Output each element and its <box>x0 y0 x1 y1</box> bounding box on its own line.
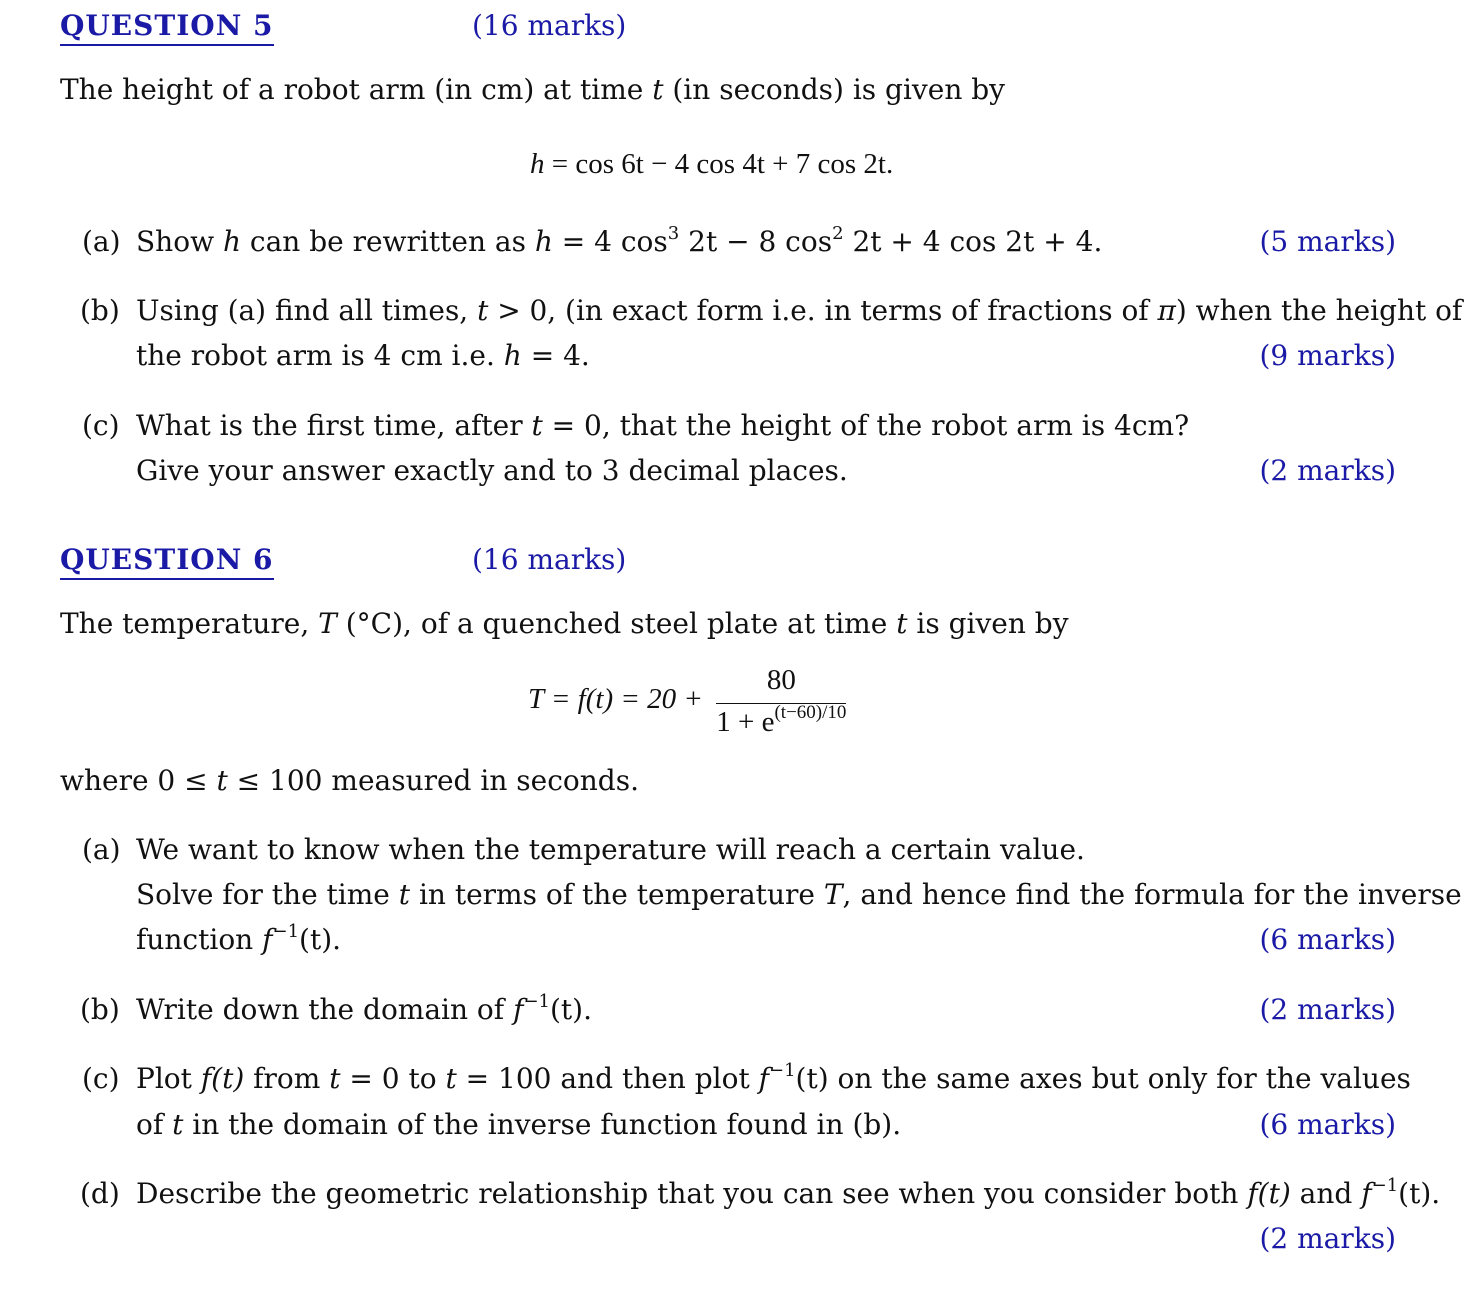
question-5-marks: (16 marks) <box>472 9 627 42</box>
part-text-5a: Show h can be rewritten as h = 4 $\cos^3 2t - 8$ $\cos^2 2t + 4$ cos 2t + 4. <box>136 222 1103 258</box>
part-label-5b: (b) <box>80 294 120 327</box>
question-6-intro: The temperature, T (°C), of a quenched steel plate at time t is given by <box>60 607 1069 640</box>
question-6-marks: (16 marks) <box>472 543 627 576</box>
marks-6b: (2 marks) <box>1259 993 1396 1026</box>
fraction-numerator: 80 <box>716 666 846 704</box>
part-label-5a: (a) <box>82 225 121 258</box>
marks-5b: (9 marks) <box>1259 339 1396 372</box>
part-label-6b: (b) <box>80 993 120 1026</box>
question-6-title: QUESTION 6 <box>60 546 274 580</box>
question-5-title: QUESTION 5 <box>60 12 274 46</box>
part-text-5b-line1: Using (a) find all times, t > 0, (in exact form i.e. in terms of fractions of π) when the height of <box>136 294 1463 327</box>
part-text-5c-line1: What is the first time, after t = 0, that the height of the robot arm is 4cm? <box>136 409 1190 442</box>
marks-5a: (5 marks) <box>1259 225 1396 258</box>
part-text-6a-line1: We want to know when the temperature will reach a certain value. <box>136 833 1085 866</box>
part-text-6a-line3: function $f^{-1}(t)$. <box>136 920 342 956</box>
marks-6c: (6 marks) <box>1259 1108 1396 1141</box>
part-text-6c-line1: Plot f(t) from t = 0 to t = 100 and then plot $f^{-1}(t)$ on the same axes but only for the values <box>136 1059 1411 1095</box>
part-text-5b-line2: the robot arm is 4 cm i.e. h = 4. <box>136 339 590 372</box>
question-5-intro: The height of a robot arm (in cm) at time t (in seconds) is given by <box>60 73 1005 106</box>
marks-6d: (2 marks) <box>1259 1222 1396 1255</box>
part-text-6c-line2: of t in the domain of the inverse function found in (b). <box>136 1108 902 1141</box>
part-label-6c: (c) <box>82 1062 120 1095</box>
part-text-6a-line2: Solve for the time t in terms of the temperature T, and hence find the formula for the inverse <box>136 878 1462 911</box>
part-label-6d: (d) <box>80 1177 120 1210</box>
part-label-5c: (c) <box>82 409 120 442</box>
fraction-denominator: $1 + e^{(t-60)/10}$ <box>716 702 847 738</box>
part-text-6d: Describe the geometric relationship that you can see when you consider both f(t) and $f^{-1}(t)$. <box>136 1174 1441 1210</box>
marks-5c: (2 marks) <box>1259 454 1396 487</box>
equation-fraction <box>716 666 846 737</box>
question-6-equation: T = f(t) = 20 + $\frac{80}{1 + e^{(t-60)/10}}$ <box>528 664 847 738</box>
part-text-6b: Write down the domain of $f^{-1}(t)$. <box>136 990 592 1026</box>
marks-6a: (6 marks) <box>1259 923 1396 956</box>
question-6-where: where 0 ≤ t ≤ 100 measured in seconds. <box>60 764 639 797</box>
part-text-5c-line2: Give your answer exactly and to 3 decimal places. <box>136 454 848 487</box>
part-label-6a: (a) <box>82 833 121 866</box>
question-5-equation: h = cos 6t − 4 cos 4t + 7 cos 2t. <box>530 148 894 180</box>
